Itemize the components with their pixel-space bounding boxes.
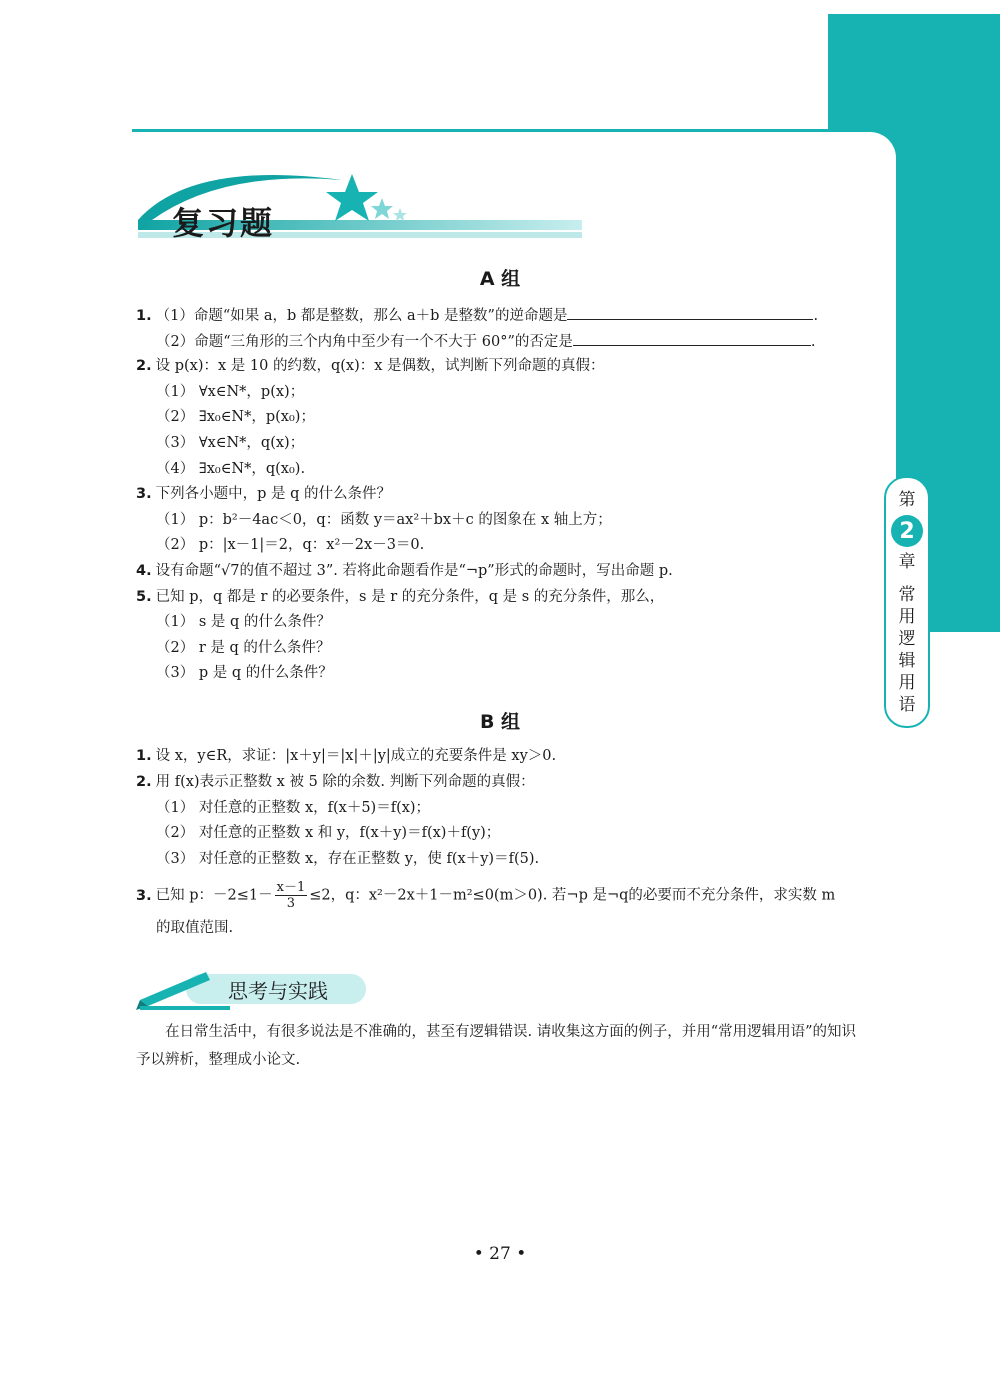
- question-b3-continued: 的取值范围.: [156, 920, 234, 936]
- question-line: 3. 下列各小题中，p 是 q 的什么条件？: [136, 486, 391, 503]
- question-line: （2）命题“三角形的三个内角中至少有一个不大于 60°”的否定是 .: [156, 331, 815, 352]
- question-line: （2） ∃x₀∈N*，p(x₀)；: [156, 409, 315, 426]
- group-b-title: B 组: [479, 711, 521, 733]
- question-line: （1） 对任意的正整数 x，f(x＋5)＝f(x)；: [156, 799, 431, 816]
- question-line: 4. 设有命题“√7的值不超过 3”. 若将此命题看作是“¬p”形式的命题时，写出命题 p.: [136, 563, 673, 579]
- chapter-tab: [884, 476, 930, 728]
- question-line: （2） p：|x－1|＝2，q：x²－2x－3＝0.: [156, 537, 425, 554]
- question-line: 1. 设 x，y∈R，求证：|x＋y|＝|x|＋|y|成立的充要条件是 xy＞0.: [136, 748, 557, 764]
- page-number: • 27 •: [473, 1244, 527, 1264]
- think-title: 思考与实践: [228, 979, 328, 1003]
- question-b3: 3. 已知 p：－2≤1－ $\frac{x-1}{3}$ ≤2，q：x²－2x＋1－m²≤0(m＞0). 若¬p 是¬q的必要而不充分条件，求实数 m: [136, 880, 836, 911]
- question-line: （4） ∃x₀∈N*，q(x₀).: [156, 460, 306, 477]
- chapter-suffix: 章: [898, 552, 916, 572]
- question-line: （2） 对任意的正整数 x 和 y，f(x＋y)＝f(x)＋f(y)；: [156, 825, 501, 842]
- group-a-title: A 组: [479, 268, 521, 290]
- question-line: 2. 用 f(x)表示正整数 x 被 5 除的余数. 判断下列命题的真假：: [136, 773, 535, 790]
- chapter-title: 常用逻辑用语: [898, 585, 916, 715]
- question-line: 1. （1）命题“如果 a，b 都是整数，那么 a＋b 是整数”的逆命题是 .: [136, 305, 818, 326]
- star-icon: [393, 208, 407, 221]
- top-rule: [132, 129, 867, 132]
- answer-blank[interactable]: [567, 305, 813, 320]
- question-line: （2） r 是 q 的什么条件？: [156, 639, 331, 656]
- question-line: （3） ∀x∈N*，q(x)；: [156, 435, 305, 451]
- question-line: （1） ∀x∈N*，p(x)；: [156, 383, 305, 400]
- question-line: （1） s 是 q 的什么条件？: [156, 614, 331, 631]
- question-line: 2. 设 p(x)：x 是 10 的约数，q(x)：x 是偶数，试判断下列命题的真假：: [136, 358, 605, 375]
- section-title: 复习题: [172, 204, 275, 242]
- answer-blank[interactable]: [573, 331, 811, 346]
- question-line: （3） 对任意的正整数 x，存在正整数 y，使 f(x＋y)＝f(5).: [156, 851, 540, 868]
- star-icon: [371, 198, 393, 219]
- star-icon: [326, 174, 378, 221]
- chapter-prefix: 第: [898, 490, 916, 510]
- fraction: $\frac{x-1}{3}$: [276, 880, 306, 911]
- question-line: （1） p：b²－4ac＜0，q：函数 y＝ax²＋bx＋c 的图象在 x 轴上方；: [156, 511, 612, 528]
- chapter-number: 2: [891, 515, 923, 547]
- think-paragraph: 在日常生活中，有很多说法是不准确的，甚至有逻辑错误. 请收集这方面的例子，并用“常用逻辑用语”的知识予以辨析，整理成小论文.: [136, 1024, 857, 1068]
- question-line: （3） p 是 q 的什么条件？: [156, 665, 333, 682]
- question-line: 5. 已知 p，q 都是 r 的必要条件，s 是 r 的充分条件，q 是 s 的充分条件，那么，: [136, 588, 665, 605]
